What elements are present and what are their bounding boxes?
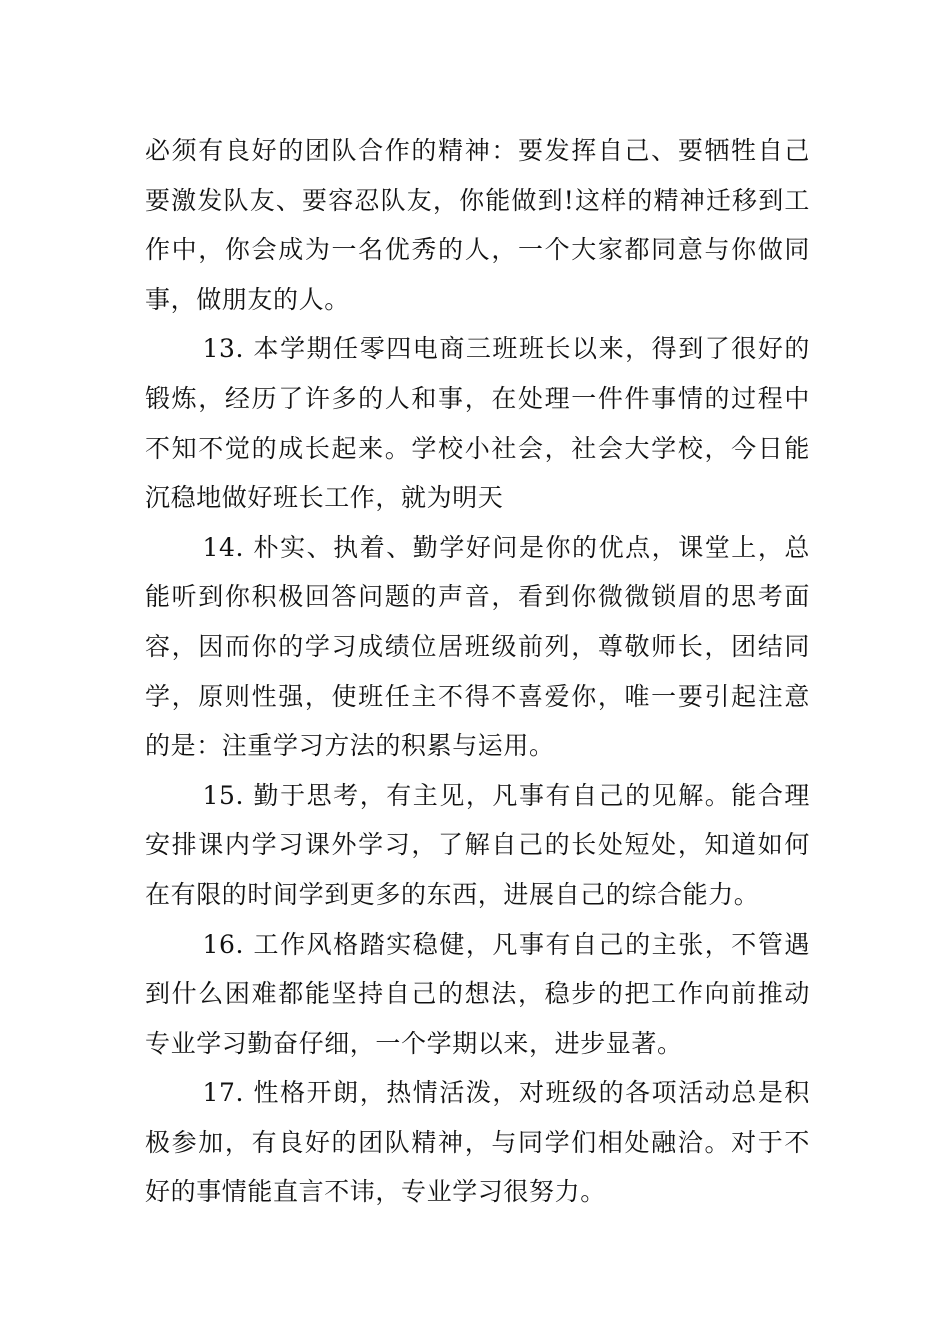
paragraph-continuation: 必须有良好的团队合作的精神：要发挥自己、要牺牲自己要激发队友、要容忍队友，你能做到!这样的精神迁移到工作中，你会成为一名优秀的人，一个大家都同意与你做同事，做朋友的人。 bbox=[145, 136, 810, 314]
paragraph-item-16: 16. 工作风格踏实稳健，凡事有自己的主张，不管遇到什么困难都能坚持自己的想法，稳步的把工作向前推动专业学习勤奋仔细，一个学期以来，进步显著。 bbox=[145, 929, 810, 1058]
document-body bbox=[145, 126, 810, 1217]
paragraph-item-15: 15. 勤于思考，有主见，凡事有自己的见解。能合理安排课内学习课外学习，了解自己的长处短处，知道如何在有限的时间学到更多的东西，进展自己的综合能力。 bbox=[145, 780, 810, 909]
paragraph-item-17: 17. 性格开朗，热情活泼，对班级的各项活动总是积极参加，有良好的团队精神，与同学们相处融洽。对于不好的事情能直言不讳，专业学习很努力。 bbox=[145, 1078, 810, 1207]
paragraph-item-13: 13. 本学期任零四电商三班班长以来，得到了很好的锻炼，经历了许多的人和事，在处理一件件事情的过程中不知不觉的成长起来。学校小社会，社会大学校，今日能沉稳地做好班长工作，就为明天 bbox=[145, 334, 810, 513]
paragraph-item-14: 14. 朴实、执着、勤学好问是你的优点，课堂上，总能听到你积极回答问题的声音，看到你微微锁眉的思考面容，因而你的学习成绩位居班级前列，尊敬师长，团结同学，原则性强，使班任主不得不喜爱你，唯一要引起注意的是：注重学习方法的积累与运用。 bbox=[145, 532, 810, 761]
